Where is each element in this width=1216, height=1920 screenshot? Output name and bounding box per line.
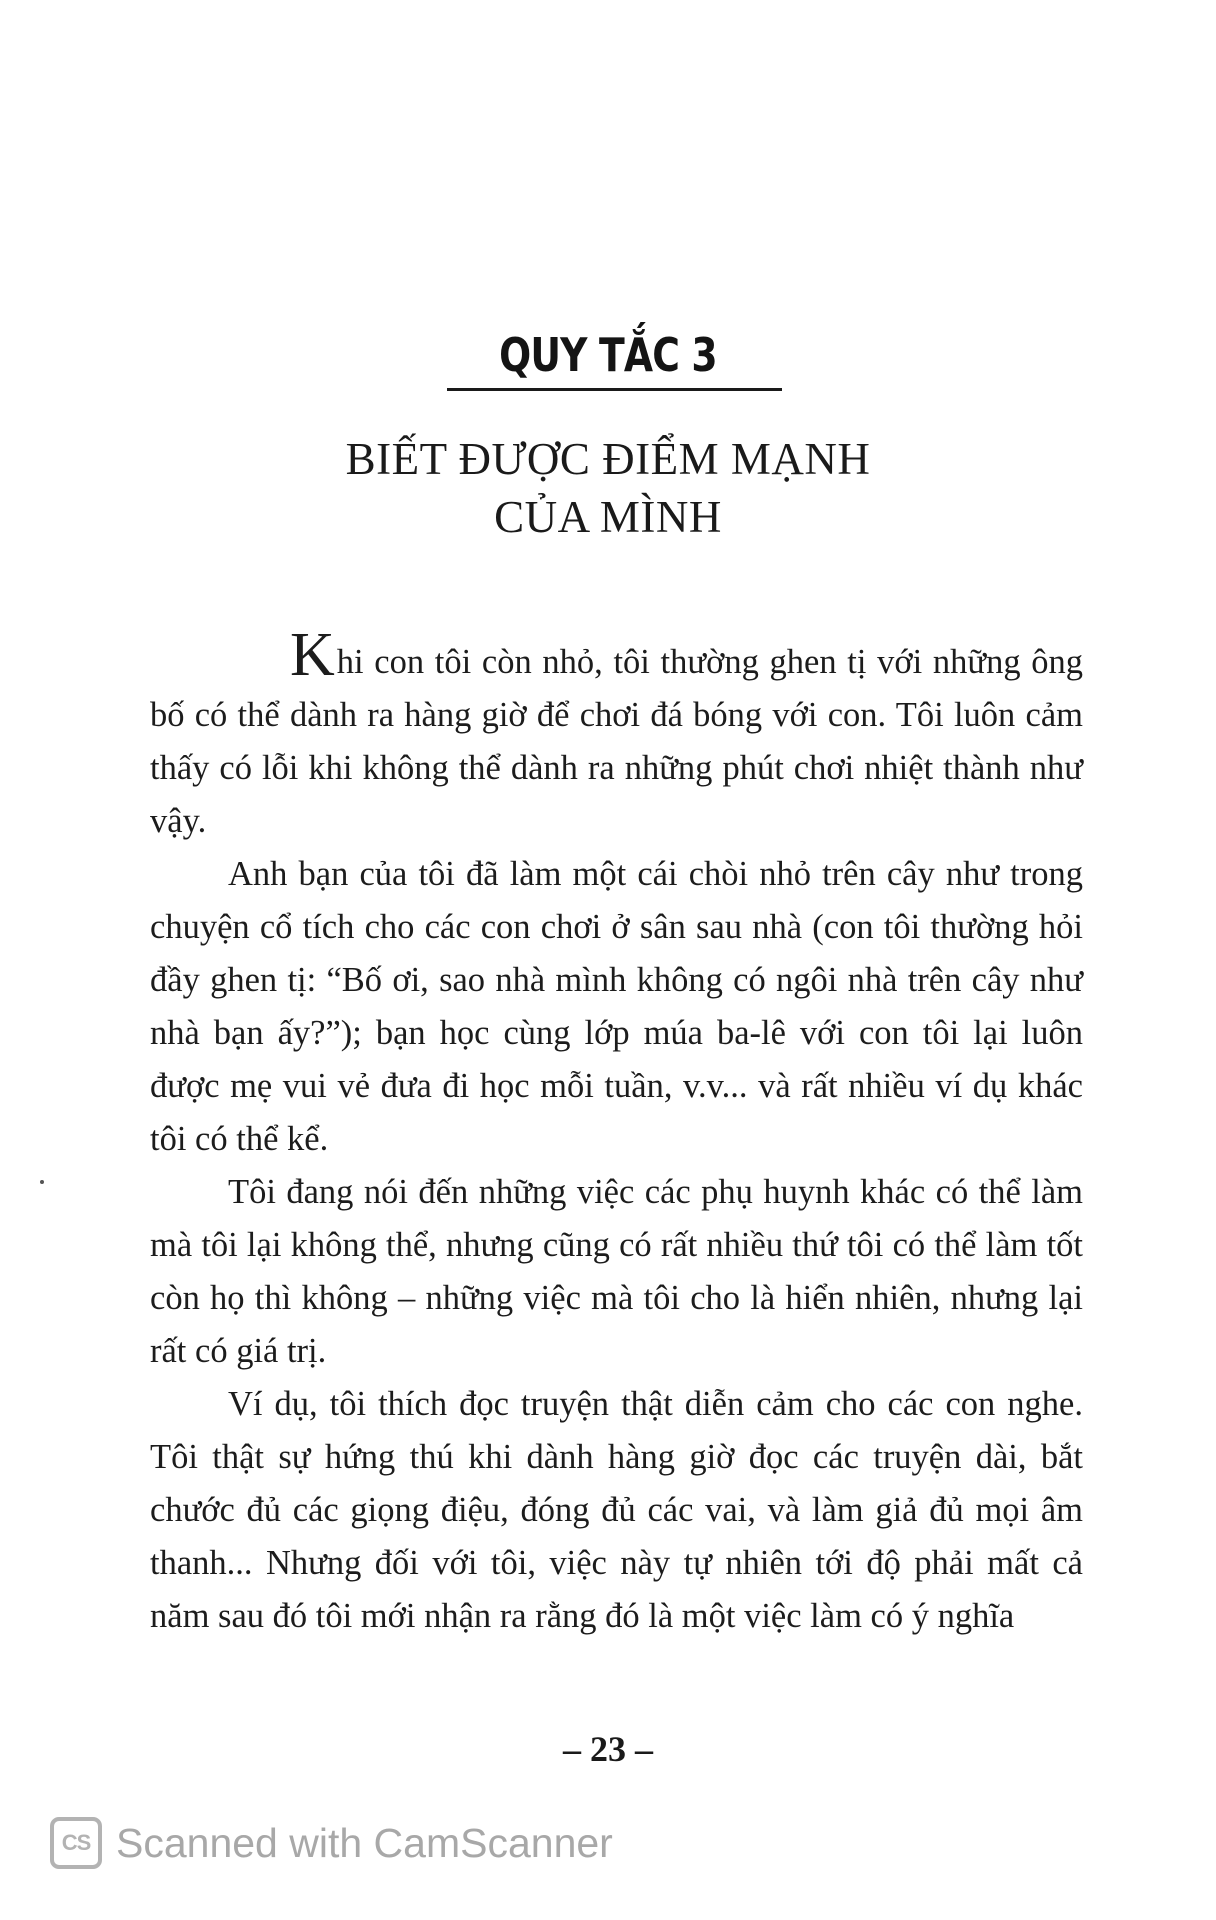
paragraph-1 — [150, 621, 1083, 848]
paragraph-1-text: hi con tôi còn nhỏ, tôi thường ghen tị với những ông bố có thể dành ra hàng giờ để chơi đá bóng với con. Tôi luôn cảm thấy có lỗi khi không thể dành ra những phút chơi nhiệt thành như vậy. — [150, 643, 1083, 840]
heading-underline — [447, 388, 782, 391]
drop-cap: K — [290, 621, 335, 689]
paragraph-3: Tôi đang nói đến những việc các phụ huynh khác có thể làm mà tôi lại không thể, nhưng cũng có rất nhiều thứ tôi có thể làm tốt còn họ thì không – những việc mà tôi cho là hiển nhiên, nhưng lại rất có giá trị. — [150, 1173, 1083, 1370]
rule-heading: QUY TẮC 3 — [499, 328, 717, 382]
paragraph-4: Ví dụ, tôi thích đọc truyện thật diễn cảm cho các con nghe. Tôi thật sự hứng thú khi dành hàng giờ đọc các truyện dài, bắt chước đủ các giọng điệu, đóng đủ các vai, và làm giả đủ mọi âm thanh... Nhưng đối với tôi, việc này tự nhiên tới độ phải mất cả năm sau đó tôi mới nhận ra rằng đó là một việc làm có ý nghĩa — [150, 1385, 1083, 1635]
chapter-title — [0, 430, 1216, 546]
camscanner-logo-icon: CS — [50, 1817, 102, 1869]
scan-speck — [40, 1180, 44, 1184]
body-text — [150, 621, 1083, 1643]
chapter-title-line-1: BIẾT ĐƯỢC ĐIỂM MẠNH — [345, 434, 871, 484]
chapter-title-line-2: CỦA MÌNH — [494, 492, 722, 542]
paragraph-2: Anh bạn của tôi đã làm một cái chòi nhỏ trên cây như trong chuyện cổ tích cho các con chơi ở sân sau nhà (con tôi thường hỏi đầy ghen tị: “Bố ơi, sao nhà mình không có ngôi nhà trên cây như nhà bạn ấy?”); bạn học cùng lớp múa ba-lê với con tôi lại luôn được mẹ vui vẻ đưa đi học mỗi tuần, v.v... và rất nhiều ví dụ khác tôi có thể kể. — [150, 855, 1083, 1158]
page-number: – 23 – — [563, 1729, 653, 1769]
watermark-text: Scanned with CamScanner — [116, 1819, 613, 1866]
camscanner-watermark — [50, 1813, 613, 1873]
